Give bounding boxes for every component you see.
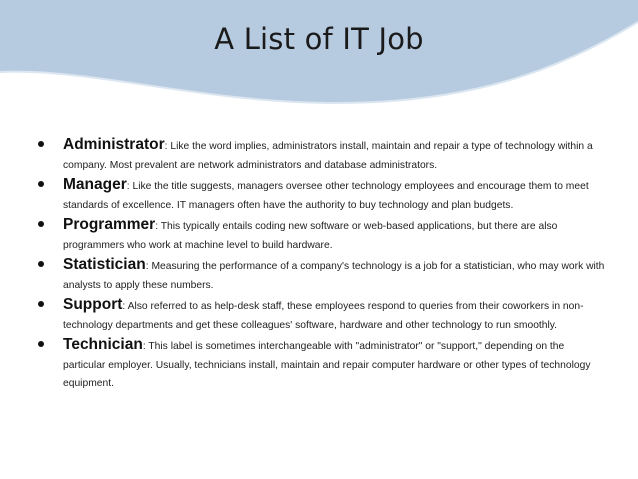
job-separator: : xyxy=(142,341,146,352)
job-list xyxy=(38,137,608,396)
list-item-manager xyxy=(38,177,608,214)
bullet-icon xyxy=(38,181,44,187)
bullet-icon xyxy=(38,221,44,227)
job-term: Manager xyxy=(63,176,127,193)
job-term: Programmer xyxy=(63,216,156,233)
job-separator: : xyxy=(164,141,168,152)
bullet-icon xyxy=(38,261,44,267)
list-item-programmer xyxy=(38,217,608,254)
job-separator: : xyxy=(122,301,126,312)
list-item-technician xyxy=(38,337,608,393)
bullet-icon xyxy=(38,301,44,307)
job-description: Like the word implies, administrators install, maintain and repair a type of technology within a company. Most prevalent are network administrators and database administrators. xyxy=(63,141,593,171)
job-description: Measuring the performance of a company's technology is a job for a statistician, who may work with analysts to apply these numbers. xyxy=(63,261,605,291)
job-separator: : xyxy=(145,261,149,272)
slide-title: A List of IT Job xyxy=(214,22,424,56)
bullet-icon xyxy=(38,341,44,347)
job-separator: : xyxy=(126,181,130,192)
job-term: Statistician xyxy=(63,256,146,273)
job-term: Technician xyxy=(63,336,143,353)
job-separator: : xyxy=(155,221,159,232)
job-description: Also referred to as help-desk staff, these employees respond to queries from their coworkers in non-technology departments and get these colleagues' software, hardware and other technology to run smoothly. xyxy=(63,301,584,331)
job-description: This typically entails coding new software or web-based applications, but there are also programmers who work at machine level to build hardware. xyxy=(63,221,558,251)
job-term: Administrator xyxy=(63,136,165,153)
job-description: This label is sometimes interchangeable with "administrator" or "support," depending on the particular employer. Usually, technicians install, maintain and repair computer hardware or other types of technology equipment. xyxy=(63,341,591,389)
list-item-statistician xyxy=(38,257,608,294)
job-term: Support xyxy=(63,296,123,313)
list-item-administrator xyxy=(38,137,608,174)
list-item-support xyxy=(38,297,608,334)
job-description: Like the title suggests, managers oversee other technology employees and encourage them to meet standards of excellence. IT managers often have the authority to buy technology and plan budgets. xyxy=(63,181,589,211)
bullet-icon xyxy=(38,141,44,147)
header-wave-band xyxy=(0,0,638,115)
